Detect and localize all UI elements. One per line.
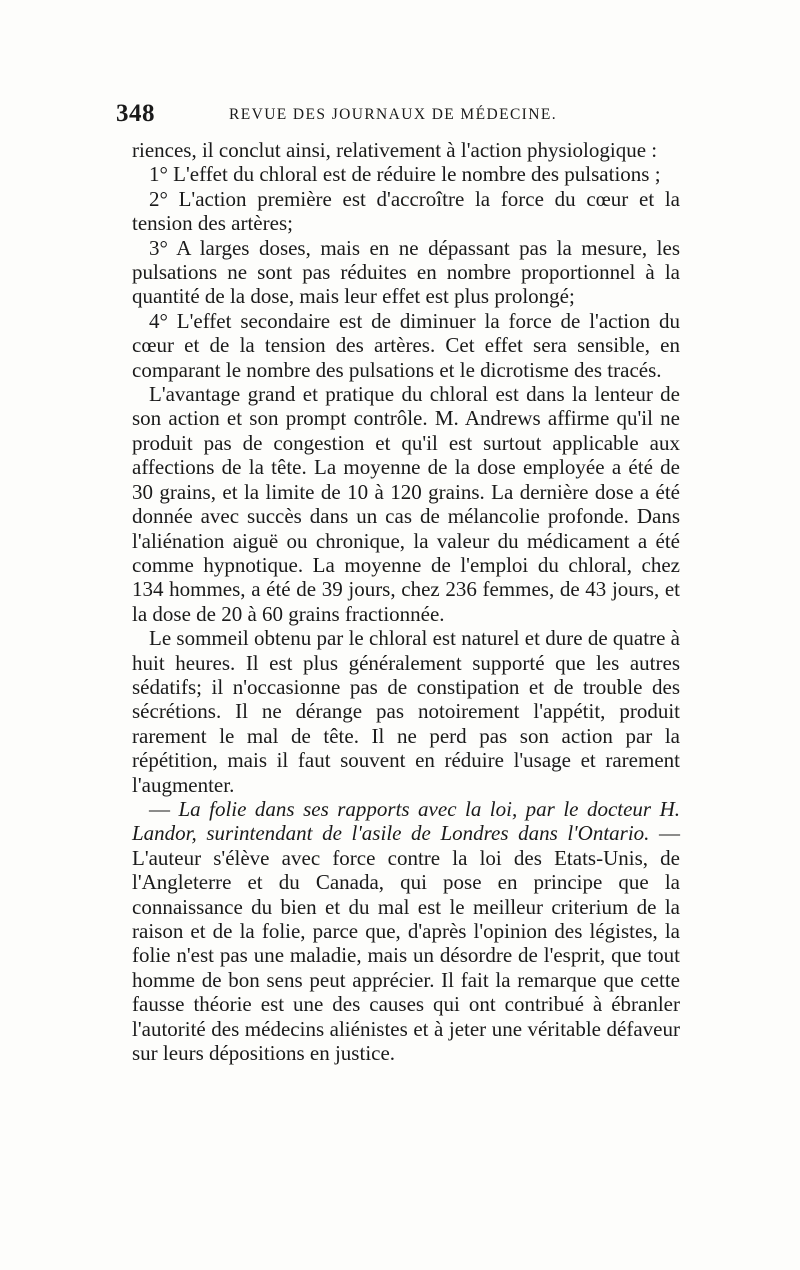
page-number: 348 xyxy=(116,100,155,127)
body-text xyxy=(132,138,680,1065)
lead-dash: — xyxy=(149,796,170,821)
page-header xyxy=(116,100,686,130)
paragraph-point-1: 1° L'effet du chloral est de réduire le nombre des pulsations ; xyxy=(149,162,661,187)
article-body: — L'auteur s'élève avec force contre la loi des Etats-Unis, de l'Angleterre et du Canada, qui pose en principe que la connaissance du bien et du mal est le meilleur criterium de la raison et de la folie, parce que, d'après l'opinion des légistes, la folie n'est pas une maladie, mais un désordre de l'esprit, que tout homme de bon sens peut apprécier. Il fait la remarque que cette fausse théorie est une des causes qui ont contribué à ébranler l'autorité des médecins aliénistes et à jeter une véritable défaveur sur leurs dépositions en justice. xyxy=(132,821,680,1066)
paragraph-point-3: 3° A larges doses, mais en ne dépassant pas la mesure, les pulsations ne sont pas réduites en nombre proportionnel à la quantité de la dose, mais leur effet est plus prolongé; xyxy=(132,235,680,309)
article-title: La folie dans ses rapports avec la loi, par le docteur H. Landor, surintendant de l'asile de Londres dans l'Ontario. xyxy=(132,796,680,846)
paragraph-continuation: riences, il conclut ainsi, relativement à l'action physiologique : xyxy=(132,138,658,162)
running-title: REVUE DES JOURNAUX DE MÉDECINE. xyxy=(229,106,557,123)
paragraph-advantage: L'avantage grand et pratique du chloral est dans la lenteur de son action et son prompt contrôle. M. Andrews affirme qu'il ne produit pas de congestion et qu'il est surtout applicable aux affections de la tête. La moyenne de la dose employée a été de 30 grains, et la limite de 10 à 120 grains. La dernière dose a été donnée avec succès dans un cas de mélancolie profonde. Dans l'aliénation aiguë ou chronique, la valeur du médicament a été comme hypnotique. La moyenne de l'emploi du chloral, chez 134 hommes, a été de 39 jours, chez 236 femmes, de 43 jours, et la dose de 20 à 60 grains fractionnée. xyxy=(132,382,680,626)
paragraph-folie xyxy=(132,797,680,1065)
paragraph-point-4: 4° L'effet secondaire est de diminuer la force de l'action du cœur et de la tension des artères. Cet effet sera sensible, en comparant le nombre des pulsations et le dicrotisme des tracés. xyxy=(132,308,680,382)
paragraph-sleep: Le sommeil obtenu par le chloral est naturel et dure de quatre à huit heures. Il est plus généralement supporté que les autres sédatifs; il n'occasionne pas de constipation et de trouble des sécrétions. Il ne dérange pas notoirement l'appétit, produit rarement le mal de tête. Il ne perd pas son action par la répétition, mais il faut souvent en réduire l'usage et rarement l'augmenter. xyxy=(132,626,680,797)
paragraph-point-2: 2° L'action première est d'accroître la force du cœur et la tension des artères; xyxy=(132,186,680,236)
